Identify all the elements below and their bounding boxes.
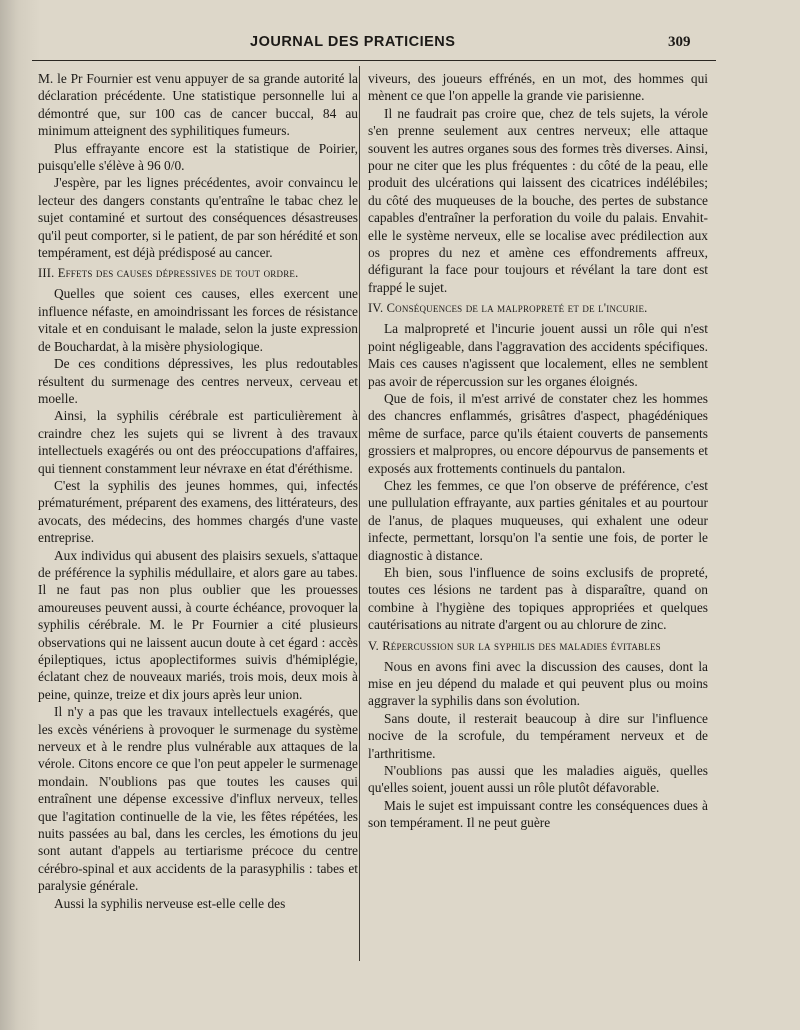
paragraph: Aux individus qui abusent des plaisirs sexuels, s'attaque de préférence la syphilis médullaire, et alors gare au tabes. Il ne faut pas non plus oublier que les prouesses amoureuses peuvent aussi, à courte échéance, provoquer la syphilis cérébrale. M. le Pr Fournier a cité plusieurs observations qui ne laissent aucun doute à cet égard : accès épileptiques, ictus apoplectiformes suivis d'hémiplégie, éclatant chez de nouveaux mariés, trois mois, deux mois à peine, quinze, treize et dix jours après leur union. bbox=[38, 547, 358, 702]
left-column bbox=[38, 70, 358, 912]
page-number: 309 bbox=[668, 34, 691, 50]
paragraph: J'espère, par les lignes précédentes, avoir convaincu le lecteur des dangers constants qu'entraîne le tabac chez le sujet contaminé et surtout des conséquences désastreuses qu'il peut comporter, si le patient, de par son hérédité et son tempérament, est déjà prédisposé au cancer. bbox=[38, 175, 358, 261]
column-divider bbox=[359, 66, 360, 961]
running-title: JOURNAL DES PRATICIENS bbox=[250, 34, 456, 50]
paragraph: Eh bien, sous l'influence de soins exclusifs de propreté, toutes ces lésions ne tardent pas à disparaître, quand on combine à l'hygiène des topiques appropriées et quelques cautérisations au nitrate d'argent ou au chlorure de zinc. bbox=[368, 564, 708, 633]
right-column bbox=[368, 70, 708, 832]
header-rule bbox=[32, 60, 716, 61]
paragraph: La malpropreté et l'incurie jouent aussi un rôle qui n'est point négligeable, dans l'aggravation des accidents spécifiques. Mais ces causes n'agissent que localement, elles ne semblent pas avoir de répercussion sur les organes éloignés. bbox=[368, 321, 708, 389]
paragraph: De ces conditions dépressives, les plus redoutables résultent du surmenage des centres nerveux, cerveau et moelle. bbox=[38, 356, 358, 406]
paragraph: Il n'y a pas que les travaux intellectuels exagérés, que les excès vénériens à provoquer le surmenage du système nerveux et à le rendre plus vulnérable aux attaques de la vérole. Citons encore ce que l'on peut appeler le surmenage mondain. N'oublions pas que toutes les causes qui entraînent une dépense excessive d'influx nerveux, telles que l'agitation continuelle de la vie, les fêtes répétées, les nuits passées au bal, dans les cercles, les émotions du jeu sont autant d'appels au tertiarisme précoce du centre cérébro-spinal et aux accidents de la parasyphilis : tabes et paralysie générale. bbox=[38, 704, 358, 894]
paragraph: M. le Pr Fournier est venu appuyer de sa grande autorité la déclaration précédente. Une statistique personnelle lui a démontré que, sur 100 cas de cancer buccal, 84 au minimum atteignent des syphilitiques fumeurs. bbox=[38, 71, 358, 139]
section-heading-iv: IV. Conséquences de la malpropreté et de l'incurie. bbox=[368, 301, 648, 316]
paragraph: Quelles que soient ces causes, elles exercent une influence néfaste, en amoindrissant les forces de résistance vitale et en conduisant le malade, selon la juste expression de Bouchardat, à la misère physiologique. bbox=[38, 286, 358, 354]
paragraph: N'oublions pas aussi que les maladies aiguës, quelles qu'elles soient, jouent aussi un rôle plutôt défavorable. bbox=[368, 763, 708, 796]
paragraph: Nous en avons fini avec la discussion des causes, dont la mise en jeu dépend du malade et qui peuvent plus ou moins aggraver la syphilis dans son évolution. bbox=[368, 658, 708, 709]
paragraph: Aussi la syphilis nerveuse est-elle celle des bbox=[54, 895, 286, 911]
paragraph: Ainsi, la syphilis cérébrale est particulièrement à craindre chez les sujets qui se livrent à des travaux intellectuels exagérés ou ont des préoccupations d'affaires, qui tiennent constamment leur névraxe en état d'éréthisme. bbox=[38, 408, 358, 476]
section-heading-iii: III. Effets des causes dépressives de tout ordre. bbox=[38, 266, 299, 281]
paragraph: Chez les femmes, ce que l'on observe de préférence, c'est une pullulation effrayante, aux parties génitales et au pourtour de l'anus, de plaques muqueuses, qui exhalent une odeur infecte, permettant, lorsqu'on l'a sentie une fois, de porter le diagnostic à distance. bbox=[368, 477, 708, 563]
paragraph: C'est la syphilis des jeunes hommes, qui, infectés prématurément, préparent des examens, des littérateurs, des avocats, des médecins, des hommes chargés d'une vaste entreprise. bbox=[38, 477, 358, 546]
section-heading-v: V. Répercussion sur la syphilis des maladies évitables bbox=[368, 638, 661, 653]
paragraph: Il ne faudrait pas croire que, chez de tels sujets, la vérole s'en prenne seulement aux centres nerveux; elle attaque souvent les autres organes sous des formes très diverses. Ainsi, pour ne citer que les plus fréquentes : du côté de la peau, elle produit des ulcérations qui laissent des cicatrices indélébiles; du côté des muqueuses de la bouche, des pertes de substance capables d'entraîner la perforation du voile du palais. Envahit-elle le système nerveux, elle se localise avec prédilection aux os propres du nez et amène ces effondrements affreux, défigurant la face pour toujours et révélant la tare dont est frappé le sujet. bbox=[368, 105, 708, 295]
paragraph: Que de fois, il m'est arrivé de constater chez les hommes des chancres enflammés, grisâtres d'aspect, phagédéniques même de surface, parce qu'ils étaient couverts de pansements grossiers et malpropres, ou encore dépourvus de pansements et exposés aux frottements continuels du pantalon. bbox=[368, 390, 708, 476]
paragraph: Mais le sujet est impuissant contre les conséquences dues à son tempérament. Il ne peut guère bbox=[368, 797, 708, 831]
paragraph: Sans doute, il resterait beaucoup à dire sur l'influence nocive de la scrofule, du tempérament nerveux et de l'arthritisme. bbox=[368, 710, 708, 761]
paragraph: Plus effrayante encore est la statistique de Poirier, puisqu'elle s'élève à 96 0/0. bbox=[38, 140, 358, 174]
running-header bbox=[0, 30, 800, 56]
paragraph: viveurs, des joueurs effrénés, en un mot, des hommes qui mènent ce que l'on appelle la grande vie parisienne. bbox=[368, 71, 708, 104]
